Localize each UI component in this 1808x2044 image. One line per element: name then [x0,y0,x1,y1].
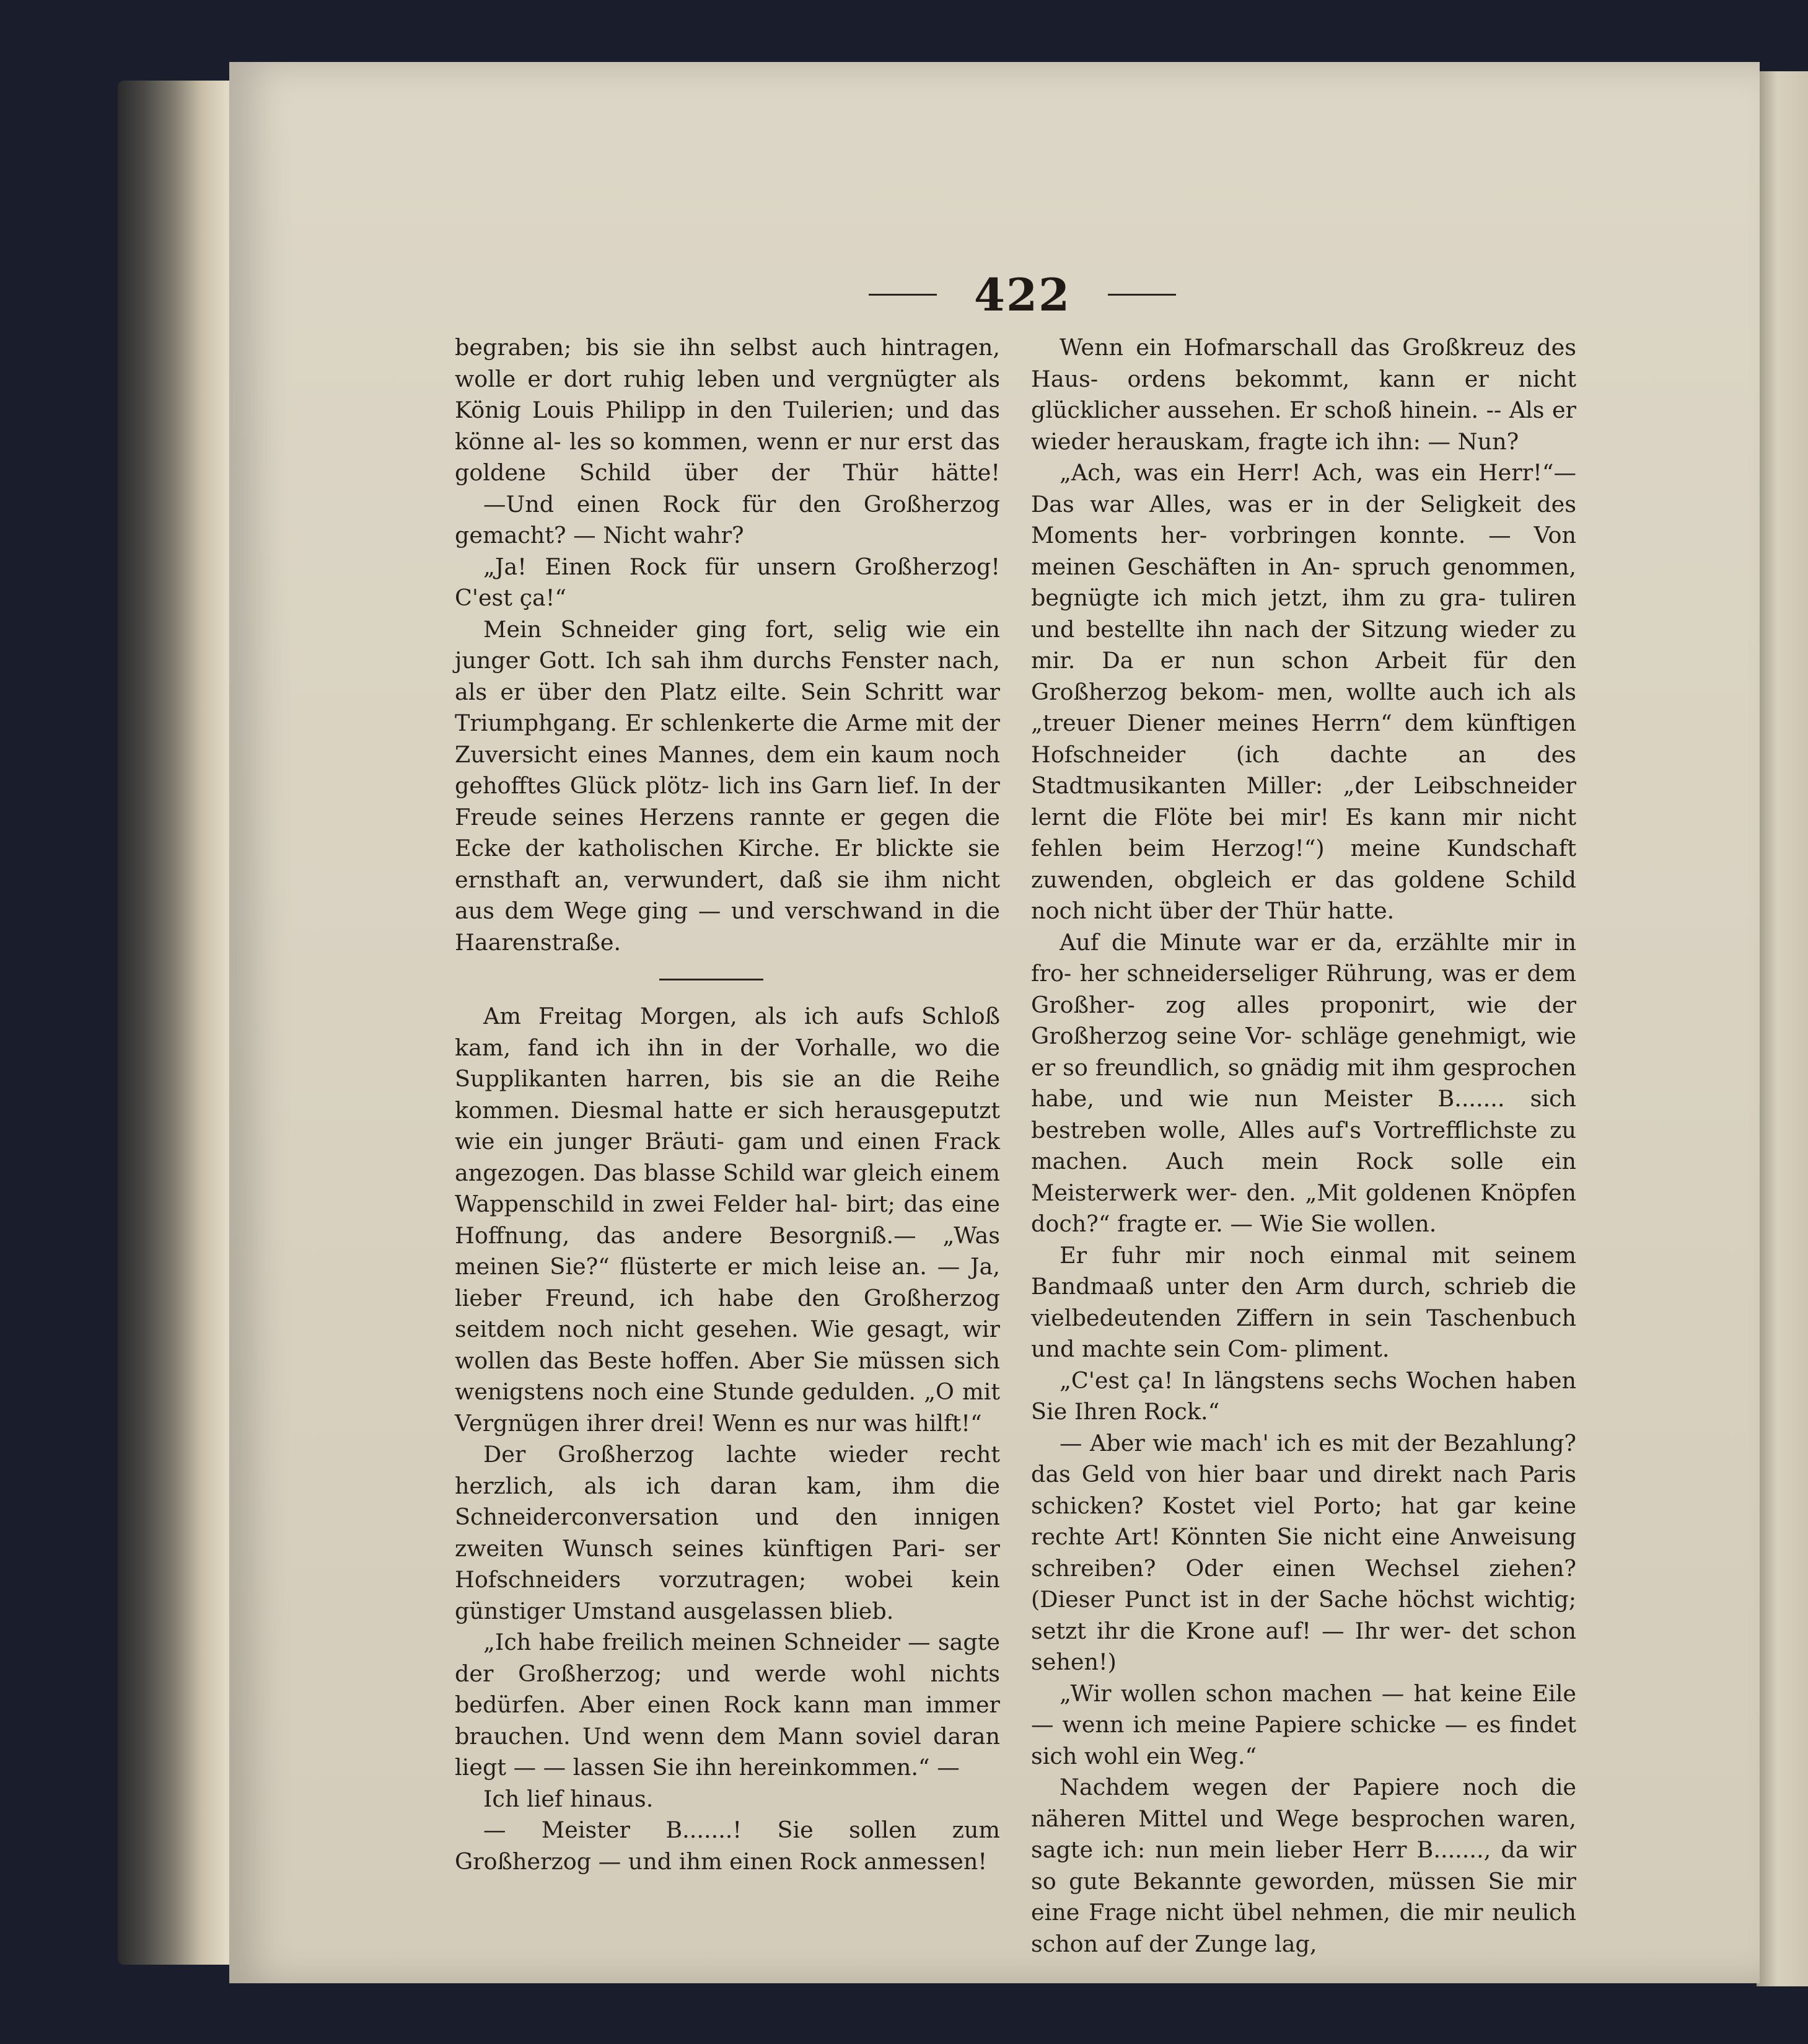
paragraph: Er fuhr mir noch einmal mit seinem Bandmaaß unter den Arm durch, schrieb die vielbedeutenden Ziffern in sein Taschenbuch und machte sein Com- pliment. [1031,1241,1576,1362]
page-number: 422 [973,268,1071,321]
paragraph: — Aber wie mach' ich es mit der Bezahlung? das Geld von hier baar und direkt nach Paris schicken? Kostet viel Porto; hat gar keine rechte Art! Könnten Sie nicht eine Anweisung schreiben? Oder einen Wechsel ziehen? (Dieser Punct ist in der Sache höchst wichtig; setzt ihr die Krone auf! — Ihr wer- det schon sehen!) [1031,1429,1576,1675]
paragraph: Am Freitag Morgen, als ich aufs Schloß kam, fand ich ihn in der Vorhalle, wo die Supplikanten harren, bis sie an die Reihe kommen. Diesmal hatte er sich herausgeputzt wie ein junger Bräuti- gam und einen Frack angezogen. Das blasse Schild war gleich einem Wappenschild in zwei Felder hal- birt; das eine Hoffnung, das andere Besorgniß.— „Was meinen Sie?“ flüsterte er mich leise an. — Ja, lieber Freund, ich habe den Großherzog seitdem noch nicht gesehen. Wie gesagt, wir wollen das Beste hoffen. Aber Sie müssen sich wenigstens noch eine Stunde gedulden. „O mit Vergnügen ihrer drei! Wenn es nur was hilft!“ [455,1003,1000,1437]
header-rule-left [869,294,937,296]
paragraph: —Und einen Rock für den Großherzog gemacht? — Nicht wahr? [455,490,1000,548]
paragraph: „Wir wollen schon machen — hat keine Eile — wenn ich meine Papiere schicke — es findet sich wohl ein Weg.“ [1031,1680,1576,1769]
paragraph: „Ich habe freilich meinen Schneider — sagte der Großherzog; und werde wohl nichts bedürfen. Aber einen Rock kann man immer brauchen. Und wenn dem Mann soviel daran liegt — — lassen Sie ihn hereinkommen.“ — [455,1629,1000,1781]
left-column [455,332,1000,1877]
paragraph: Nachdem wegen der Papiere noch die näheren Mittel und Wege besprochen waren, sagte ich: nun mein lieber Herr B......., da wir so gute Bekannte geworden, müssen Sie mir eine Frage nicht übel nehmen, die mir neulich schon auf der Zunge lag, [1031,1774,1576,1957]
paragraph: „Ach, was ein Herr! Ach, was ein Herr!“—Das war Alles, was er in der Seligkeit des Moments her- vorbringen konnte. — Von meinen Geschäften in An- spruch genommen, begnügte ich mich jetzt, ihm zu gra- tuliren und bestellte ihn nach der Sitzung wieder zu mir. Da er nun schon Arbeit für den Großherzog bekom- men, wollte auch ich als „treuer Diener meines Herrn“ dem künftigen Hofschneider (ich dachte an des Stadtmusikanten Miller: „der Leibschneider lernt die Flöte bei mir! Es kann mir nicht fehlen beim Herzog!“) meine Kundschaft zuwenden, obgleich er das goldene Schild noch nicht über der Thür hatte. [1031,459,1576,924]
facing-page-edge [1757,71,1808,1986]
paragraph: — Meister B.......! Sie sollen zum Großherzog — und ihm einen Rock anmessen! [455,1817,1000,1875]
section-divider [659,979,763,980]
page-header [861,260,1183,328]
paragraph: „C'est ça! In längstens sechs Wochen haben Sie Ihren Rock.“ [1031,1367,1576,1425]
paragraph: Der Großherzog lachte wieder recht herzlich, als ich daran kam, ihm die Schneiderconversation und den innigen zweiten Wunsch seines künftigen Pari- ser Hofschneiders vorzutragen; wobei kein günstiger Umstand ausgelassen blieb. [455,1441,1000,1624]
paragraph: Wenn ein Hofmarschall das Großkreuz des Haus- ordens bekommt, kann er nicht glücklicher aussehen. Er schoß hinein. -- Als er wieder herauskam, fragte ich ihn: — Nun? [1031,334,1576,455]
paragraph: Auf die Minute war er da, erzählte mir in fro- her schneiderseliger Rührung, was er dem Großher- zog alles proponirt, wie der Großherzog seine Vor- schläge genehmigt, wie er so freundlich, so gnädig mit ihm gesprochen habe, und wie nun Meister B....... sich bestreben wolle, Alles auf's Vortrefflichste zu machen. Auch mein Rock solle ein Meisterwerk wer- den. „Mit goldenen Knöpfen doch?“ fragte er. — Wie Sie wollen. [1031,928,1576,1237]
paragraph: Ich lief hinaus. [483,1785,654,1812]
right-column [1031,332,1576,1960]
paragraph: begraben; bis sie ihn selbst auch hintragen, wolle er dort ruhig leben und vergnügter als König Louis Philipp in den Tuilerien; und das könne al- les so kommen, wenn er nur erst das goldene Schild über der Thür hätte! [455,334,1000,486]
paragraph: Mein Schneider ging fort, selig wie ein junger Gott. Ich sah ihm durchs Fenster nach, als er über den Platz eilte. Sein Schritt war Triumphgang. Er schlenkerte die Arme mit der Zuversicht eines Mannes, dem ein kaum noch gehofftes Glück plötz- lich ins Garn lief. In der Freude seines Herzens rannte er gegen die Ecke der katholischen Kirche. Er blickte sie ernsthaft an, verwundert, daß sie ihm nicht aus dem Wege ging — und verschwand in die Haarenstraße. [455,615,1000,956]
header-rule-right [1108,294,1176,296]
paragraph: „Ja! Einen Rock für unsern Großherzog! C'est ça!“ [455,553,1000,611]
